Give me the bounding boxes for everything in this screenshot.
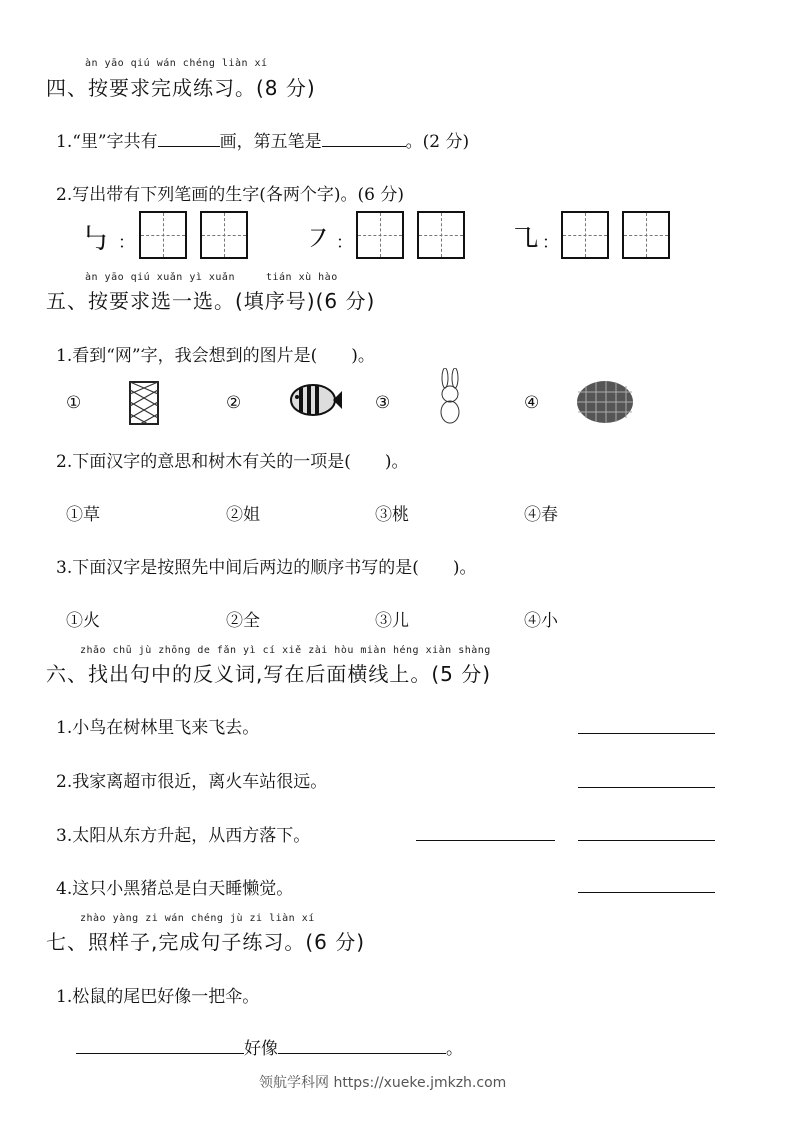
q1-text-b: 画，第五笔是 (219, 132, 322, 152)
option-3[interactable]: ③桃 (375, 505, 409, 525)
option-2[interactable]: ②姐 (226, 505, 260, 525)
answer-line[interactable] (578, 733, 715, 734)
rabbit-image (434, 368, 466, 426)
fill-sentence (76, 1034, 463, 1059)
section5-q1: 1.看到“网”字，我会想到的图片是( )。 (56, 346, 375, 366)
colon: ： (336, 233, 353, 253)
net-image (128, 380, 160, 426)
answer-blank[interactable] (158, 130, 220, 147)
answer-line[interactable] (578, 840, 715, 841)
option-1[interactable]: ①草 (66, 505, 100, 525)
option-4[interactable]: ④小 (524, 611, 558, 631)
answer-blank[interactable] (76, 1037, 244, 1054)
writing-box[interactable] (561, 211, 609, 259)
writing-box[interactable] (356, 211, 404, 259)
answer-line[interactable] (578, 892, 715, 893)
section5-q2: 2.下面汉字的意思和树木有关的一项是( )。 (56, 452, 409, 472)
sentence-4: 4.这只小黑猪总是白天睡懒觉。 (56, 879, 294, 899)
sentence-1: 1.小鸟在树林里飞来飞去。 (56, 718, 260, 738)
section7-q1: 1.松鼠的尾巴好像一把伞。 (56, 987, 260, 1007)
section5-pinyin-1: àn yāo qiú xuǎn yì xuǎn (85, 272, 235, 283)
section4-pinyin: àn yāo qiú wán chéng liàn xí (85, 58, 268, 69)
answer-line[interactable] (416, 840, 555, 841)
section5-title: 五、按要求选一选。(填序号)(6 分) (46, 289, 376, 313)
stroke-glyph-2: ㇇ (303, 222, 333, 257)
section6-pinyin: zhǎo chū jù zhōng de fǎn yì cí xiě zài hòu miàn héng xiàn shàng (80, 645, 491, 656)
option-2[interactable]: ②全 (226, 611, 260, 631)
colon: ： (542, 233, 559, 253)
option-1[interactable]: ①火 (66, 611, 100, 631)
section7-title: 七、照样子,完成句子练习。(6 分) (46, 930, 366, 954)
option-4[interactable]: ④ (524, 393, 540, 413)
q1-text-c: 。(2 分) (405, 132, 470, 152)
fish-image (287, 378, 343, 420)
option-1[interactable]: ① (66, 393, 82, 413)
option-2[interactable]: ② (226, 393, 242, 413)
footer-watermark: 领航学科网 https://xueke.jmkzh.com (259, 1075, 507, 1091)
section7-pinyin: zhào yàng zi wán chéng jù zi liàn xí (80, 913, 315, 924)
answer-blank[interactable] (322, 130, 406, 147)
option-4[interactable]: ④春 (524, 505, 558, 525)
writing-box[interactable] (622, 211, 670, 259)
writing-box[interactable] (200, 211, 248, 259)
stroke-glyph-3: ㇈ (510, 222, 540, 257)
sentence-3: 3.太阳从东方升起，从西方落下。 (56, 826, 311, 846)
colon: ： (118, 233, 135, 253)
option-3[interactable]: ③ (375, 393, 391, 413)
sentence-2: 2.我家离超市很近，离火车站很远。 (56, 772, 328, 792)
option-3[interactable]: ③儿 (375, 611, 409, 631)
stroke-glyph-1: ㇉ (80, 222, 110, 257)
fill-mid-text: 好像 (244, 1039, 278, 1059)
writing-box[interactable] (139, 211, 187, 259)
section5-q3: 3.下面汉字是按照先中间后两边的顺序书写的是( )。 (56, 558, 477, 578)
section4-q1 (56, 127, 469, 152)
answer-line[interactable] (578, 787, 715, 788)
writing-box[interactable] (417, 211, 465, 259)
fill-end-text: 。 (446, 1039, 463, 1059)
answer-blank[interactable] (278, 1037, 446, 1054)
woven-net-image (576, 380, 634, 424)
q1-text-a: 1.“里”字共有 (56, 132, 158, 152)
section4-q2: 2.写出带有下列笔画的生字(各两个字)。(6 分) (56, 185, 404, 205)
section6-title: 六、找出句中的反义词,写在后面横线上。(5 分) (46, 662, 492, 686)
section5-pinyin-2: tián xù hào (266, 272, 338, 283)
section4-title: 四、按要求完成练习。(8 分) (46, 76, 316, 100)
